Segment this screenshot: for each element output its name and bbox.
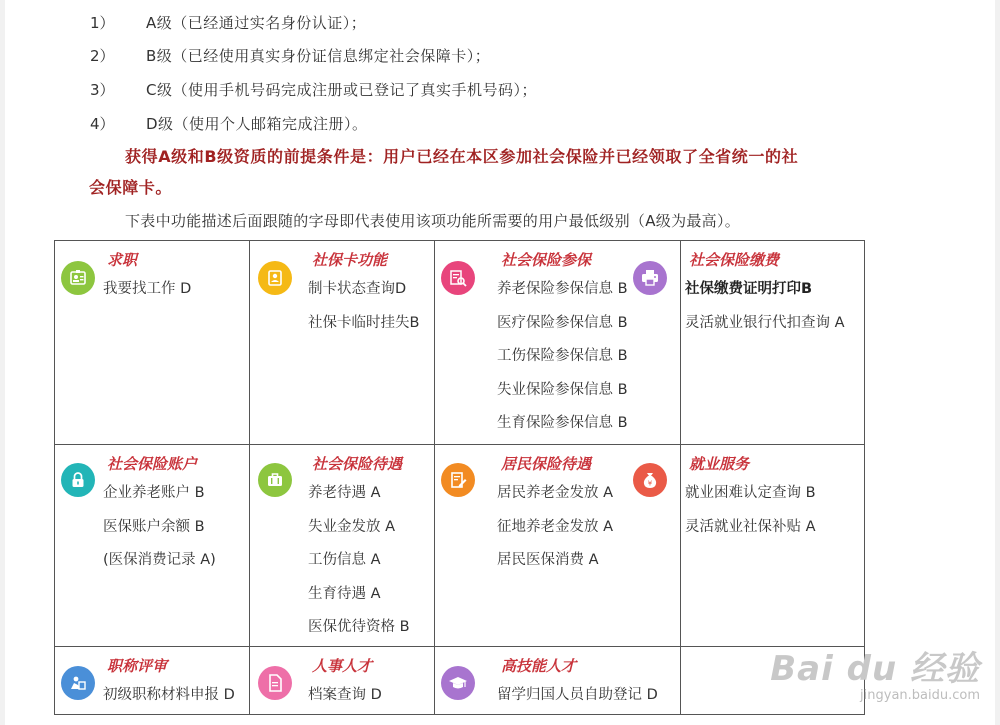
function-link[interactable]: 医保账户余额 B xyxy=(103,518,205,535)
function-link[interactable]: 工伤保险参保信息 B xyxy=(497,348,628,364)
function-link[interactable]: 我要找工作 D xyxy=(103,281,192,297)
search-document-icon xyxy=(441,261,475,295)
function-link[interactable]: 失业保险参保信息 B xyxy=(497,381,628,398)
function-link[interactable]: 居民养老金发放 A xyxy=(497,485,614,501)
graduation-cap-icon xyxy=(441,666,475,700)
item-list xyxy=(308,683,382,717)
function-link[interactable]: 居民医保消费 A xyxy=(497,552,599,568)
page-right-margin xyxy=(995,0,1000,725)
item-list xyxy=(308,481,410,649)
item-list xyxy=(103,481,216,582)
function-link[interactable]: 灵活就业社保补贴 A xyxy=(685,518,816,535)
baidu-watermark xyxy=(770,641,980,703)
id-card-icon xyxy=(61,261,95,295)
precondition-text: 获得A级和B级资质的前提条件是：用户已经在本区参加社会保险并已经领取了全省统一的社 会保障卡。 xyxy=(89,147,799,197)
function-link[interactable]: 失业金发放 A xyxy=(308,518,396,535)
function-link[interactable]: 灵活就业银行代扣查询 A xyxy=(685,314,845,331)
function-link[interactable]: 工伤信息 A xyxy=(308,552,381,568)
money-bag-icon xyxy=(633,463,667,497)
function-link[interactable]: 就业困难认定查询 B xyxy=(685,485,816,501)
category-title: 高技能人才 xyxy=(501,657,577,675)
function-grid xyxy=(54,240,865,715)
list-item: 3） C级（使用手机号码完成注册或已登记了真实手机号码）； xyxy=(90,81,537,99)
item-list xyxy=(103,277,191,311)
grid-cell-insurance-account[interactable] xyxy=(55,445,250,647)
item-list xyxy=(497,481,613,582)
list-item: 4） D级（使用个人邮箱完成注册）。 xyxy=(90,115,368,133)
grid-cell-title-review[interactable] xyxy=(55,647,250,715)
svg-text:¥: ¥ xyxy=(647,479,653,488)
function-link[interactable]: (医保消费记录 A) xyxy=(103,552,216,568)
social-card-icon xyxy=(258,261,292,295)
list-item: 2） B级（已经使用真实身份证信息绑定社会保障卡）； xyxy=(90,47,491,65)
grid-cell-job-search[interactable] xyxy=(55,241,250,445)
table-description: 下表中功能描述后面跟随的字母即代表使用该项功能所需要的用户最低级别（A级为最高）。 xyxy=(125,212,741,230)
category-title: 社会保险缴费 xyxy=(689,251,780,269)
function-link[interactable]: 生育待遇 A xyxy=(308,585,381,602)
file-icon xyxy=(258,666,292,700)
function-link[interactable]: 社保缴费证明打印B xyxy=(685,281,813,297)
function-link[interactable]: 社保卡临时挂失B xyxy=(308,314,420,331)
function-link[interactable]: 制卡状态查询D xyxy=(308,281,407,297)
grid-cell-personnel[interactable] xyxy=(250,647,435,715)
category-title: 职称评审 xyxy=(107,657,168,675)
function-link[interactable]: 生育保险参保信息 B xyxy=(497,415,628,431)
grid-cell-employment-service[interactable] xyxy=(647,445,865,647)
grid-cell-social-card[interactable] xyxy=(250,241,435,445)
item-list xyxy=(685,481,816,548)
category-title: 就业服务 xyxy=(689,455,750,473)
function-link[interactable]: 留学归国人员自助登记 D xyxy=(497,687,658,703)
item-list xyxy=(103,683,235,717)
function-link[interactable]: 医保优待资格 B xyxy=(308,619,410,635)
grid-cell-insurance-payment[interactable] xyxy=(681,241,865,445)
category-title: 人事人才 xyxy=(312,657,373,675)
category-title: 社会保险账户 xyxy=(107,455,198,473)
category-title: 社会保险待遇 xyxy=(312,455,403,473)
category-title: 社保卡功能 xyxy=(312,251,388,269)
grid-cell-high-skill-talent[interactable] xyxy=(435,647,681,715)
function-link[interactable]: 医疗保险参保信息 B xyxy=(497,314,628,331)
page-left-margin xyxy=(0,0,5,725)
function-link[interactable]: 养老待遇 A xyxy=(308,485,381,501)
grid-cell-insurance-benefits[interactable] xyxy=(250,445,435,647)
function-link[interactable]: 征地养老金发放 A xyxy=(497,518,614,535)
item-list xyxy=(497,277,628,445)
item-list xyxy=(685,277,845,344)
category-title: 社会保险参保 xyxy=(501,251,592,269)
printer-icon xyxy=(633,261,667,295)
reader-icon xyxy=(61,666,95,700)
function-link[interactable]: 企业养老账户 B xyxy=(103,485,205,501)
function-link[interactable]: 档案查询 D xyxy=(308,687,382,703)
category-title: 居民保险待遇 xyxy=(501,455,592,473)
category-title: 求职 xyxy=(107,251,138,269)
watermark-logo: Bai du 经验 xyxy=(770,649,980,689)
lock-icon xyxy=(61,463,95,497)
edit-document-icon xyxy=(441,463,475,497)
list-item: 1） A级（已经通过实名身份认证）； xyxy=(90,14,367,32)
watermark-url: jingyan.baidu.com xyxy=(860,688,980,703)
function-link[interactable]: 养老保险参保信息 B xyxy=(497,281,628,297)
item-list xyxy=(497,683,658,717)
briefcase-icon xyxy=(258,463,292,497)
item-list xyxy=(308,277,419,344)
function-link[interactable]: 初级职称材料申报 D xyxy=(103,687,235,703)
